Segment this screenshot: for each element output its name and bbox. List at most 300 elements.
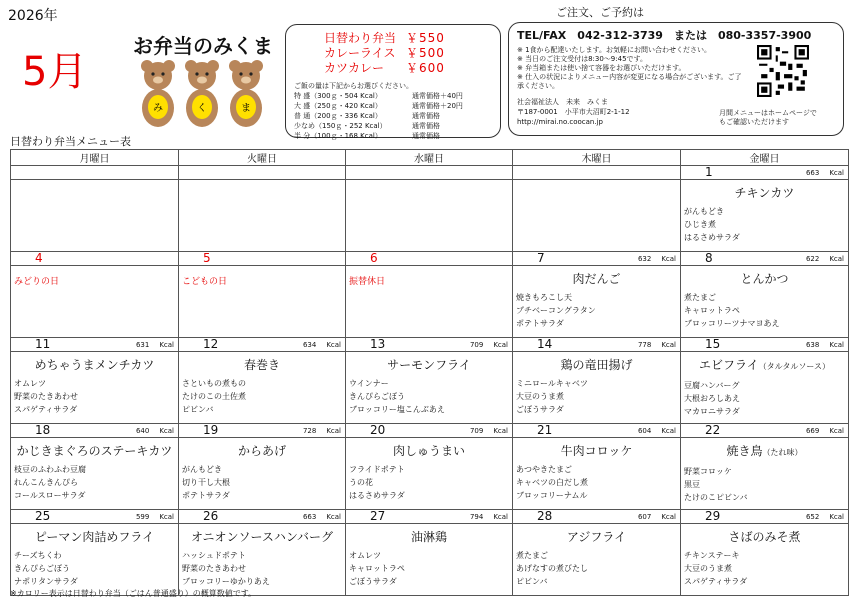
calorie-value xyxy=(164,255,174,264)
side-dishes xyxy=(179,377,345,416)
date-number: 7 xyxy=(537,251,545,265)
side-dish: ポテトサラダ xyxy=(182,491,230,500)
menu-cell xyxy=(513,266,681,338)
calorie-value xyxy=(806,255,844,264)
date-number: 4 xyxy=(35,251,43,265)
side-dish: うの花 xyxy=(349,478,373,487)
main-dish-name: かじきまぐろのステーキカツ xyxy=(16,444,173,458)
main-dish xyxy=(681,443,848,461)
date-cell xyxy=(681,424,849,438)
kcal-number: 728 xyxy=(302,427,317,435)
side-dishes xyxy=(346,549,512,588)
main-dish xyxy=(346,443,512,459)
menu-cell xyxy=(11,438,179,510)
date-number: 27 xyxy=(370,509,386,523)
rice-option xyxy=(294,131,492,141)
weekday-header-row xyxy=(11,150,849,166)
menu-row xyxy=(11,180,849,252)
date-number: 26 xyxy=(203,509,219,523)
kcal-unit: Kcal xyxy=(326,513,341,521)
menu-cell xyxy=(681,524,849,596)
main-dish-name: とんかつ xyxy=(740,272,789,286)
side-dish: 黒豆 xyxy=(684,480,700,489)
side-dish: はるさめサラダ xyxy=(349,491,405,500)
date-number: 1 xyxy=(705,165,713,179)
date-number: 8 xyxy=(705,251,713,265)
side-dish: あつやきたまご xyxy=(516,465,572,474)
rice-price: 通常価格 xyxy=(412,112,440,120)
menu-cell xyxy=(681,352,849,424)
side-dish: ナポリタンサラダ xyxy=(14,577,78,586)
date-cell xyxy=(513,424,681,438)
calorie-value xyxy=(136,513,174,522)
main-dish xyxy=(681,185,848,201)
date-row xyxy=(11,338,849,352)
side-dish: ミニロールキャベツ xyxy=(516,379,588,388)
side-dish: 野菜のたきあわせ xyxy=(14,392,78,401)
kcal-unit: Kcal xyxy=(493,513,508,521)
kcal-number: 638 xyxy=(805,341,820,349)
side-dishes xyxy=(513,377,680,416)
bear-mascot xyxy=(229,60,263,127)
bear-letter: み xyxy=(153,103,163,114)
calorie-value xyxy=(331,169,341,178)
date-cell xyxy=(346,166,513,180)
date-row xyxy=(11,252,849,266)
kcal-number: 632 xyxy=(637,255,652,263)
calorie-footnote: ※カロリー表示は日替わり弁当（ごはん普通盛り）の概算数値です。 xyxy=(10,589,257,598)
menu-cell xyxy=(681,438,849,510)
side-dish: ブロッコリー塩こんぶあえ xyxy=(349,405,445,414)
date-number: 13 xyxy=(370,337,386,351)
date-cell xyxy=(513,338,681,352)
side-dish: ひじき煮 xyxy=(684,220,716,229)
price-value: ￥600 xyxy=(406,61,445,75)
menu-cell xyxy=(179,524,346,596)
calorie-value xyxy=(638,255,676,264)
menu-cell xyxy=(11,266,179,338)
main-dish-note: （たれ味） xyxy=(762,448,803,457)
side-dish: たけのこの土佐煮 xyxy=(182,392,246,401)
date-cell xyxy=(179,424,346,438)
menu-cell xyxy=(179,352,346,424)
side-dishes xyxy=(11,377,178,416)
qr-code-icon[interactable] xyxy=(757,45,809,97)
date-cell xyxy=(179,252,346,266)
date-row xyxy=(11,424,849,438)
rice-price: 通常価格＋40円 xyxy=(412,92,463,100)
rice-price: 通常価格＋20円 xyxy=(412,102,463,110)
date-cell xyxy=(11,338,179,352)
order-note: ※ 当日のご注文受付は8:30～9:45です。 xyxy=(517,55,647,63)
main-dish-name: アジフライ xyxy=(566,530,627,544)
price-name: カレーライス xyxy=(324,46,396,60)
kcal-number: 604 xyxy=(637,427,652,435)
date-cell xyxy=(681,338,849,352)
menu-cell xyxy=(11,352,179,424)
calorie-value xyxy=(806,341,844,350)
kcal-unit: Kcal xyxy=(829,255,844,263)
rice-price: 通常価格 xyxy=(412,132,440,140)
kcal-unit: Kcal xyxy=(493,427,508,435)
side-dishes xyxy=(11,549,178,588)
side-dish: ピビンバ xyxy=(182,405,214,414)
price-name: 日替わり弁当 xyxy=(324,31,397,45)
holiday-label: みどりの日 xyxy=(14,277,60,287)
kcal-number: 669 xyxy=(805,427,820,435)
date-cell xyxy=(346,424,513,438)
side-dishes xyxy=(681,379,848,418)
sheet-title: 日替わり弁当メニュー表 xyxy=(10,135,131,148)
price-value: ￥500 xyxy=(406,46,445,60)
side-dish: たけのこピビンバ xyxy=(684,493,748,502)
price-box xyxy=(285,24,501,138)
weekday-header: 水曜日 xyxy=(346,150,513,166)
kcal-number: 622 xyxy=(805,255,820,263)
side-dish: はるさめサラダ xyxy=(684,233,740,242)
rice-option xyxy=(294,121,492,131)
side-dish: スパゲティサラダ xyxy=(14,405,78,414)
side-dishes xyxy=(681,465,848,504)
rice-option xyxy=(294,111,492,121)
date-number: 20 xyxy=(370,423,386,437)
main-dish-name: 牛肉コロッケ xyxy=(560,444,633,458)
main-dish xyxy=(179,443,345,459)
date-cell xyxy=(346,338,513,352)
holiday-label: 振替休日 xyxy=(349,277,386,287)
date-cell xyxy=(179,338,346,352)
rice-label: 大 盛（250ｇ・420 Kcal） xyxy=(294,102,382,110)
contact-heading: ご注文、ご予約は xyxy=(556,6,644,19)
bear-letter: く xyxy=(197,103,207,114)
bear-mascots xyxy=(137,58,267,130)
kcal-unit: Kcal xyxy=(661,427,676,435)
main-dish xyxy=(681,357,848,375)
order-note: ※ 仕入の状況によりメニュー内容が変更になる場合がございます。ご了承ください。 xyxy=(517,73,742,90)
price-row xyxy=(324,31,492,46)
order-notes xyxy=(517,46,747,91)
main-dish-name: さばのみそ煮 xyxy=(728,530,801,544)
main-dish xyxy=(681,271,848,287)
kcal-unit: Kcal xyxy=(661,341,676,349)
menu-row xyxy=(11,524,849,596)
holiday-label: こどもの日 xyxy=(182,277,228,287)
kcal-unit: Kcal xyxy=(829,427,844,435)
kcal-unit: Kcal xyxy=(493,341,508,349)
main-dish xyxy=(513,529,680,545)
side-dish: ウインナー xyxy=(349,379,389,388)
menu-cell xyxy=(513,438,681,510)
side-dish: 野菜のたきあわせ xyxy=(182,564,246,573)
weekday-header: 火曜日 xyxy=(179,150,346,166)
kcal-number: 640 xyxy=(135,427,150,435)
main-dish xyxy=(513,357,680,373)
calorie-value xyxy=(498,255,508,264)
date-cell xyxy=(513,166,681,180)
side-dish: ブロッコリーツナマヨあえ xyxy=(684,319,780,328)
main-dish xyxy=(346,357,512,373)
calorie-value xyxy=(470,341,508,350)
side-dish: キャベツの白だし煮 xyxy=(516,478,588,487)
rice-note: ご飯の量は下記からお選びください。 xyxy=(294,82,413,90)
side-dish: れんこんきんぴら xyxy=(14,478,78,487)
date-cell xyxy=(681,166,849,180)
date-number: 12 xyxy=(203,337,219,351)
kcal-unit: Kcal xyxy=(829,513,844,521)
date-cell xyxy=(179,166,346,180)
menu-cell xyxy=(179,180,346,252)
date-cell xyxy=(346,510,513,524)
kcal-unit: Kcal xyxy=(661,513,676,521)
side-dish: キャロットラペ xyxy=(684,306,740,315)
bear-mascot xyxy=(185,60,219,127)
kcal-number: 652 xyxy=(805,513,820,521)
calorie-value xyxy=(498,169,508,178)
side-dish: ごぼうサラダ xyxy=(516,405,564,414)
kcal-number: 663 xyxy=(302,513,317,521)
main-dish xyxy=(513,271,680,287)
main-dish xyxy=(11,529,178,545)
main-dish-name: 肉しゅうまい xyxy=(392,444,465,458)
side-dish: さといもの煮もの xyxy=(182,379,246,388)
date-number: 28 xyxy=(537,509,553,523)
side-dish: ポテトサラダ xyxy=(516,319,564,328)
date-cell xyxy=(11,424,179,438)
side-dish: ピビンバ xyxy=(516,577,548,586)
main-dish xyxy=(11,443,178,459)
side-dish: キャロットラペ xyxy=(349,564,405,573)
menu-row xyxy=(11,352,849,424)
price-row xyxy=(324,61,492,76)
weekday-header: 月曜日 xyxy=(11,150,179,166)
kcal-number: 663 xyxy=(805,169,820,177)
tel-fax: TEL/FAX 042-312-3739 または 080-3357-3900 xyxy=(517,29,812,42)
side-dish: きんぴらごぼう xyxy=(14,564,70,573)
side-dish: 大根おろしあえ xyxy=(684,394,740,403)
side-dishes xyxy=(346,377,512,416)
kcal-number: 599 xyxy=(135,513,150,521)
main-dish-name: 肉だんご xyxy=(572,272,621,286)
rice-label: 少なめ（150ｇ・252 Kcal） xyxy=(294,122,387,130)
side-dish: ブロッコリーナムル xyxy=(516,491,588,500)
main-dish xyxy=(11,357,178,373)
contact-box xyxy=(508,22,844,136)
side-dish: きんぴらごぼう xyxy=(349,392,405,401)
main-dish-name: サーモンフライ xyxy=(387,358,471,372)
side-dish: ごぼうサラダ xyxy=(349,577,397,586)
side-dish: オムレツ xyxy=(14,379,46,388)
main-dish-name: からあげ xyxy=(237,444,286,458)
side-dish: がんもどき xyxy=(182,465,222,474)
side-dish: 煮たまご xyxy=(516,551,548,560)
side-dish: マカロニサラダ xyxy=(684,407,740,416)
rice-label: 半 分（100ｇ・168 Kcal） xyxy=(294,132,382,140)
shop-name: お弁当のみくま xyxy=(133,34,273,58)
date-number: 11 xyxy=(35,337,51,351)
date-number: 19 xyxy=(203,423,219,437)
website-url[interactable]: http://mirai.no.coocan.jp xyxy=(517,118,603,126)
date-cell xyxy=(11,510,179,524)
side-dishes xyxy=(11,463,178,502)
menu-cell xyxy=(346,524,513,596)
kcal-unit: Kcal xyxy=(326,341,341,349)
side-dish: 野菜コロッケ xyxy=(684,467,732,476)
price-list xyxy=(324,31,492,76)
main-dish-name: オニオンソースハンバーグ xyxy=(190,530,334,544)
side-dish: 煮たまご xyxy=(684,293,716,302)
price-value: ￥550 xyxy=(406,31,445,45)
month-title: 5月 xyxy=(22,49,88,95)
kcal-unit: Kcal xyxy=(829,169,844,177)
menu-cell xyxy=(179,266,346,338)
side-dish: 大豆のうま煮 xyxy=(684,564,732,573)
side-dish: フライドポテト xyxy=(349,465,405,474)
side-dish: ハッシュドポテト xyxy=(182,551,246,560)
menu-cell xyxy=(513,180,681,252)
main-dish-name: 鶏の竜田揚げ xyxy=(560,358,633,372)
year-label: 2026年 xyxy=(8,8,58,24)
date-number: 22 xyxy=(705,423,721,437)
main-dish-name: エビフライ xyxy=(699,358,759,372)
side-dishes xyxy=(681,291,848,330)
price-row xyxy=(324,46,492,61)
date-number: 18 xyxy=(35,423,51,437)
side-dish: プチベーコングラタン xyxy=(516,306,596,315)
menu-cell xyxy=(513,524,681,596)
calorie-value xyxy=(638,513,676,522)
main-dish-name: 焼き鳥 xyxy=(726,444,763,458)
calorie-value xyxy=(136,427,174,436)
side-dishes xyxy=(681,549,848,588)
date-cell xyxy=(681,252,849,266)
menu-cell xyxy=(346,352,513,424)
date-cell xyxy=(513,252,681,266)
side-dish: チキンステーキ xyxy=(684,551,740,560)
main-dish-name: 春巻き xyxy=(243,358,280,372)
calorie-value xyxy=(470,427,508,436)
order-note: ※ 弁当箱または使い捨て容器をお選びいただけます。 xyxy=(517,64,686,72)
bear-mascot xyxy=(141,60,175,127)
calorie-value xyxy=(303,427,341,436)
side-dish: 切り干し大根 xyxy=(182,478,230,487)
side-dish: 枝豆のふわふわ豆腐 xyxy=(14,465,86,474)
kcal-unit: Kcal xyxy=(159,341,174,349)
kcal-unit: Kcal xyxy=(661,255,676,263)
calorie-value xyxy=(666,169,676,178)
side-dishes xyxy=(179,463,345,502)
date-cell xyxy=(346,252,513,266)
side-dish: チーズちくわ xyxy=(14,551,62,560)
address: 〒187-0001 小平市大沼町2-1-12 xyxy=(517,108,630,116)
price-name: カツカレー xyxy=(324,61,385,75)
calorie-value xyxy=(806,513,844,522)
weekday-header: 金曜日 xyxy=(681,150,849,166)
main-dish-name: チキンカツ xyxy=(734,186,795,200)
calorie-value xyxy=(331,255,341,264)
main-dish xyxy=(513,443,680,459)
calorie-value xyxy=(638,427,676,436)
menu-cell xyxy=(11,180,179,252)
menu-row xyxy=(11,438,849,510)
date-cell xyxy=(11,166,179,180)
date-number: 25 xyxy=(35,509,51,523)
kcal-number: 709 xyxy=(469,341,484,349)
date-number: 14 xyxy=(537,337,553,351)
menu-cell xyxy=(346,438,513,510)
kcal-unit: Kcal xyxy=(326,427,341,435)
side-dishes xyxy=(513,291,680,330)
calorie-value xyxy=(303,513,341,522)
kcal-unit: Kcal xyxy=(159,513,174,521)
order-note: ※ 1食から配達いたします。お気軽にお問い合わせください。 xyxy=(517,46,711,54)
side-dish: 豆腐ハンバーグ xyxy=(684,381,740,390)
side-dish: 焼きもろこし天 xyxy=(516,293,572,302)
org-name: 社会福祉法人 未来 みくま xyxy=(517,98,608,106)
qr-note: 月間メニューはホームページでもご確認いただけます xyxy=(719,109,817,126)
calorie-value xyxy=(470,513,508,522)
menu-cell xyxy=(346,180,513,252)
calorie-value xyxy=(303,341,341,350)
side-dish: 大豆のうま煮 xyxy=(516,392,564,401)
main-dish-note: （タルタルソース） xyxy=(758,362,830,371)
weekday-header: 木曜日 xyxy=(513,150,681,166)
date-number: 21 xyxy=(537,423,553,437)
menu-cell xyxy=(681,266,849,338)
date-cell xyxy=(513,510,681,524)
side-dish: がんもどき xyxy=(684,207,724,216)
main-dish xyxy=(681,529,848,545)
rice-option xyxy=(294,91,492,101)
menu-row xyxy=(11,266,849,338)
side-dishes xyxy=(179,549,345,588)
rice-label: 特 盛（300ｇ・504 Kcal） xyxy=(294,92,382,100)
date-cell xyxy=(11,252,179,266)
side-dish: コールスローサラダ xyxy=(14,491,86,500)
menu-calendar xyxy=(10,149,849,596)
date-row xyxy=(11,166,849,180)
menu-cell xyxy=(346,266,513,338)
kcal-unit: Kcal xyxy=(159,427,174,435)
main-dish-name: 油淋鶏 xyxy=(410,530,447,544)
kcal-number: 631 xyxy=(135,341,150,349)
main-dish xyxy=(179,357,345,373)
side-dish: オムレツ xyxy=(349,551,381,560)
date-row xyxy=(11,510,849,524)
date-number: 15 xyxy=(705,337,721,351)
side-dishes xyxy=(681,205,848,244)
side-dish: ブロッコリーゆかりあえ xyxy=(182,577,270,586)
main-dish-name: めちゃうまメンチカツ xyxy=(34,358,155,372)
side-dishes xyxy=(346,463,512,502)
menu-cell xyxy=(179,438,346,510)
rice-option xyxy=(294,101,492,111)
menu-cell xyxy=(681,180,849,252)
date-cell xyxy=(179,510,346,524)
side-dish: スパゲティサラダ xyxy=(684,577,748,586)
bear-letter: ま xyxy=(241,103,251,114)
date-number: 6 xyxy=(370,251,378,265)
date-cell xyxy=(681,510,849,524)
calorie-value xyxy=(136,341,174,350)
menu-cell xyxy=(513,352,681,424)
date-number: 29 xyxy=(705,509,721,523)
kcal-number: 778 xyxy=(637,341,652,349)
rice-price: 通常価格 xyxy=(412,122,440,130)
rice-label: 普 通（200ｇ・336 Kcal） xyxy=(294,112,382,120)
calorie-value xyxy=(164,169,174,178)
calorie-value xyxy=(638,341,676,350)
kcal-unit: Kcal xyxy=(829,341,844,349)
